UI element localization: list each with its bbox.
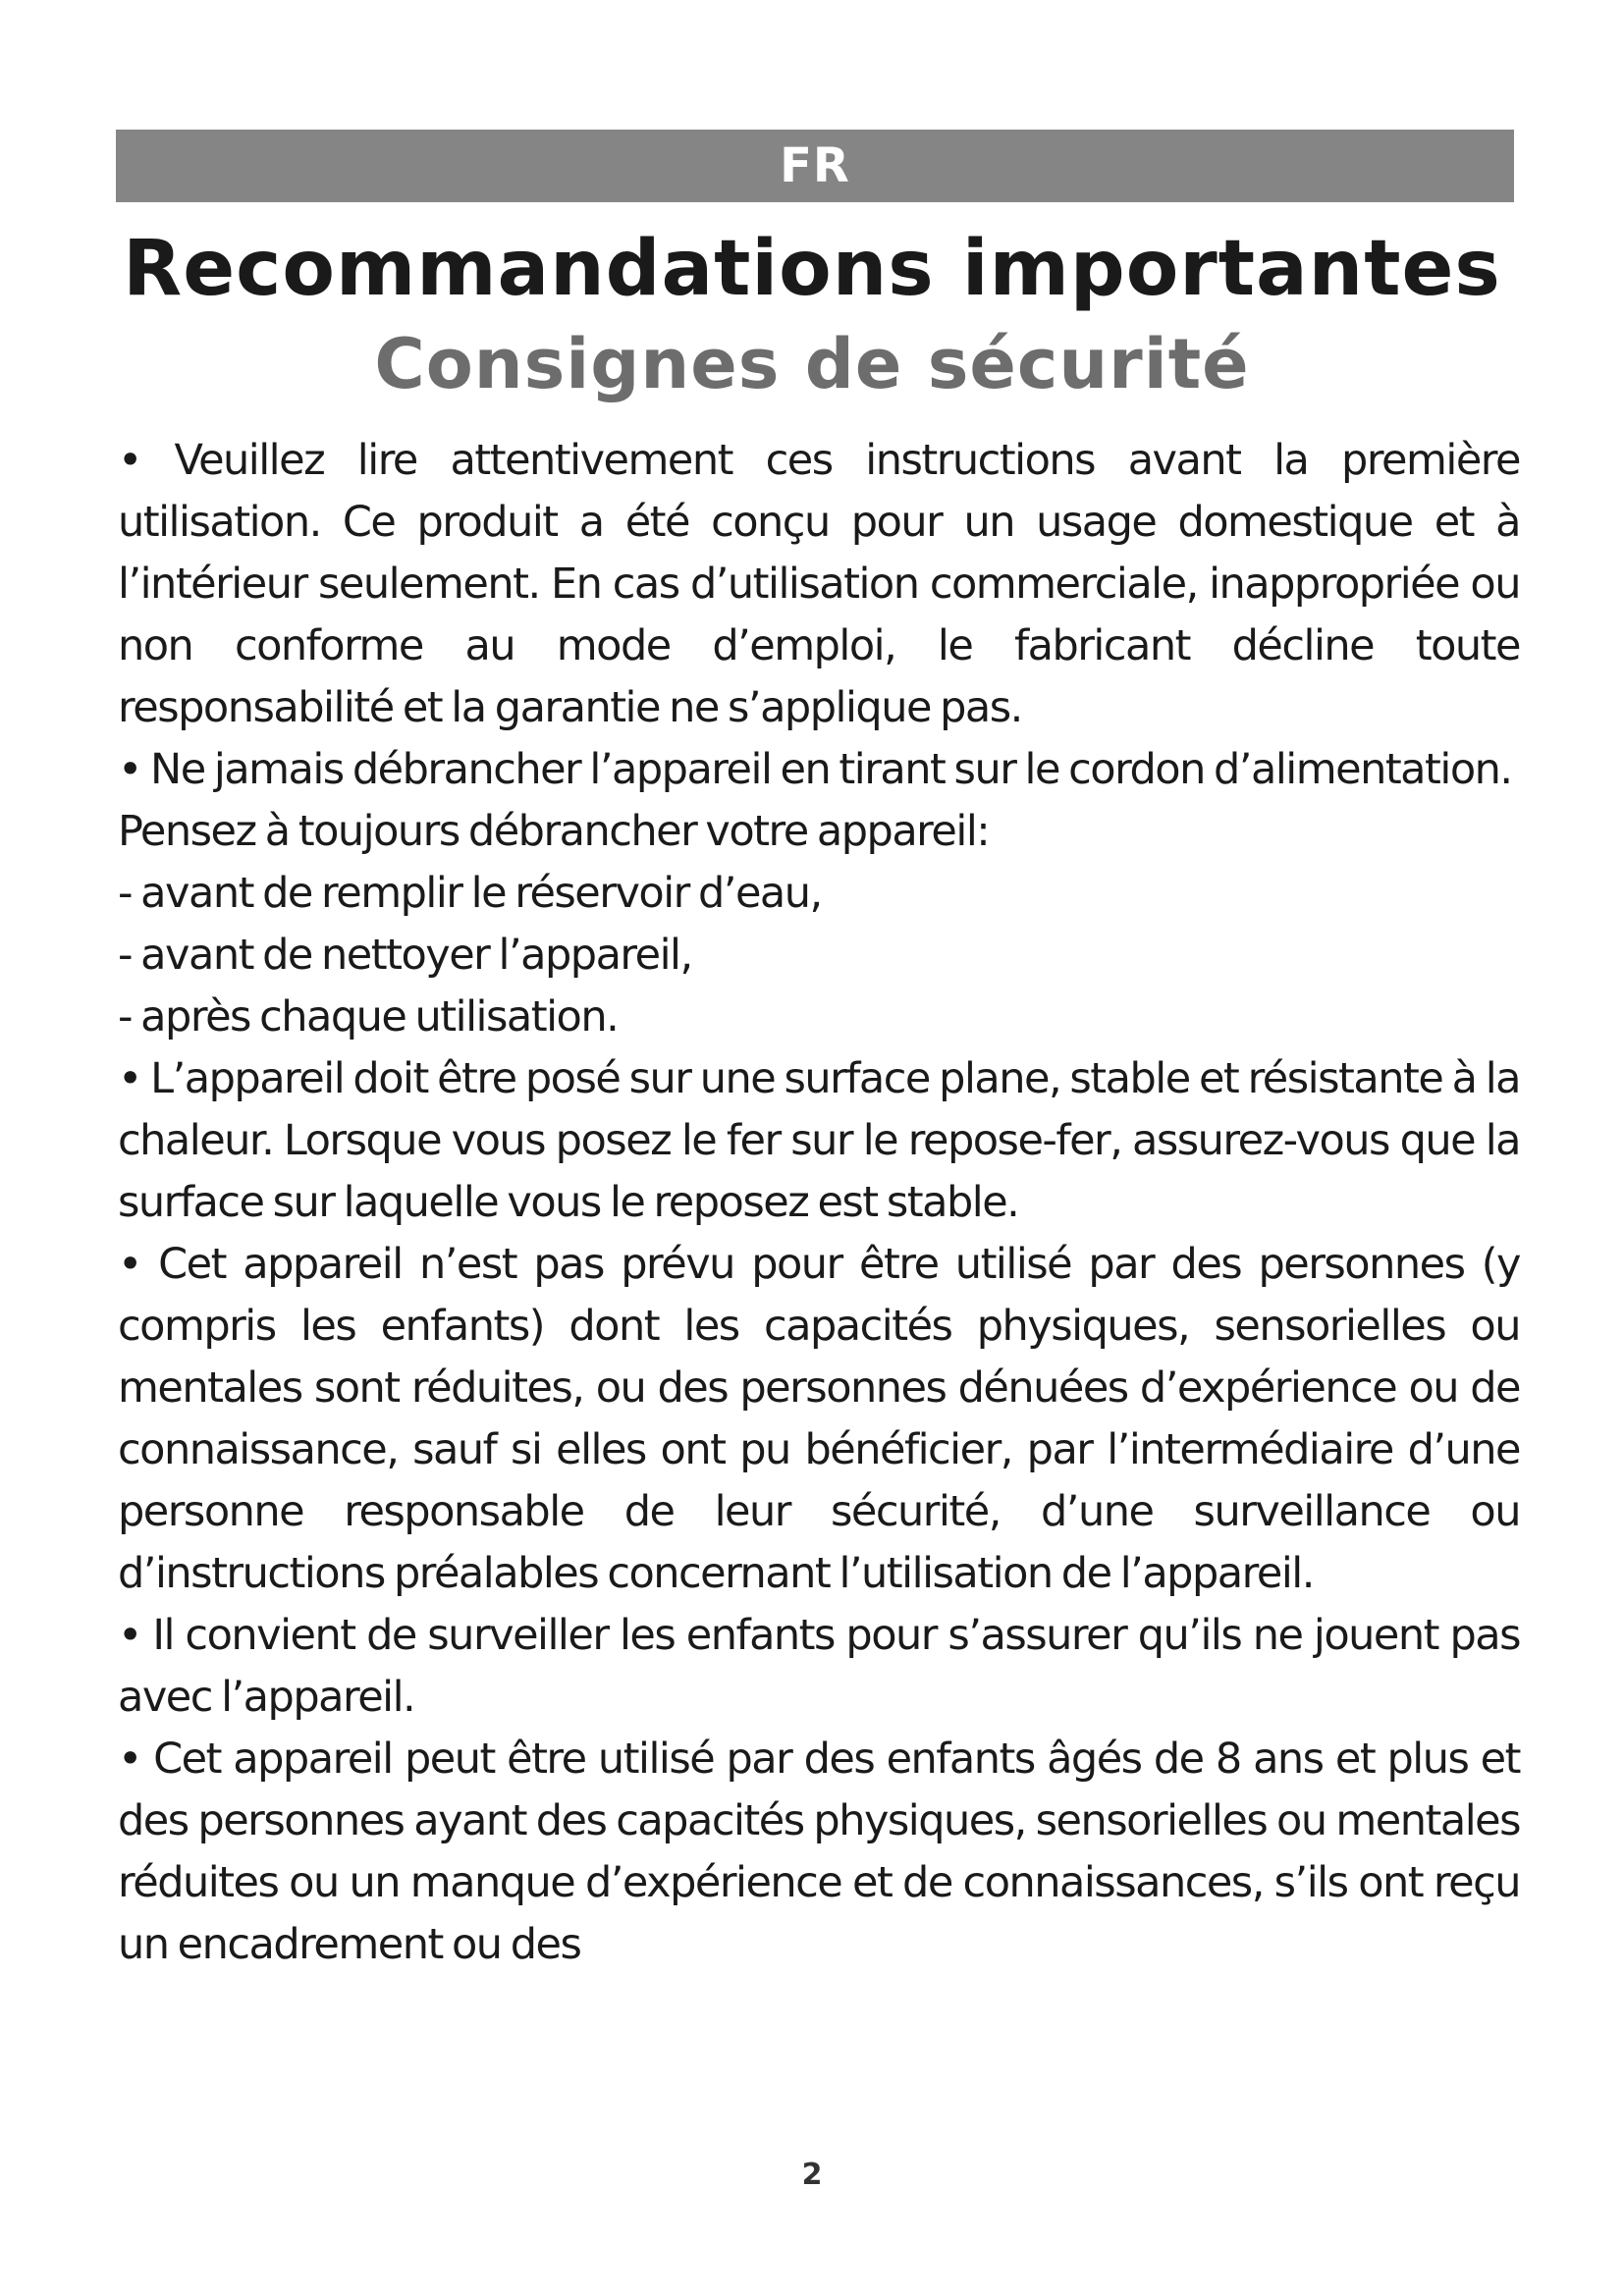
- paragraph-reduced-capacities: • Cet appareil n’est pas prévu pour être utilisé par des personnes (y compris les enfants) dont les capacités physiques, sensorielles ou mentales sont réduites, ou des personnes dénuées d’expérience ou de connaissance, sauf si elles ont pu bénéficier, par l’intermédiaire d’une personne responsable de leur sécurité, d’une surveillance ou d’instructions préalables concernant l’utilisation de l’appareil.: [118, 1240, 1520, 1598]
- paragraph-supervise-children: • Il convient de surveiller les enfants pour s’assurer qu’ils ne jouent pas avec l’appareil.: [118, 1611, 1520, 1722]
- list-item: - avant de nettoyer l’appareil,: [118, 931, 692, 980]
- page-subtitle: Consignes de sécurité: [374, 324, 1250, 404]
- paragraph-unplug-cord: • Ne jamais débrancher l’appareil en tirant sur le cordon d’alimentation.: [118, 745, 1512, 794]
- paragraph-stable-surface: • L’appareil doit être posé sur une surface plane, stable et résistante à la chaleur. Lorsque vous posez le fer sur le repose-fer, assurez-vous que la surface sur laquelle vous le reposez est stable.: [118, 1054, 1520, 1227]
- safety-instructions: [118, 430, 1520, 1976]
- paragraph-children-8-years: • Cet appareil peut être utilisé par des enfants âgés de 8 ans et plus et des personnes ayant des capacités physiques, sensorielles ou mentales réduites ou un manque d’expérience et de connaissances, s’ils ont reçu un encadrement ou des: [118, 1735, 1520, 1969]
- list-item: - après chaque utilisation.: [118, 992, 619, 1041]
- list-item: - avant de remplir le réservoir d’eau,: [118, 869, 822, 918]
- page-number: 2: [801, 2158, 823, 2192]
- language-banner: FR: [116, 130, 1514, 202]
- page-title: Recommandations importantes: [123, 225, 1501, 313]
- paragraph-read-instructions: • Veuillez lire attentivement ces instructions avant la première utilisation. Ce produit a été conçu pour un usage domestique et à l’intérieur seulement. En cas d’utilisation commerciale, inappropriée ou non conforme au mode d’emploi, le fabricant décline toute responsabilité et la garantie ne s’applique pas.: [118, 436, 1520, 732]
- paragraph-always-unplug: Pensez à toujours débrancher votre appareil:: [118, 807, 990, 856]
